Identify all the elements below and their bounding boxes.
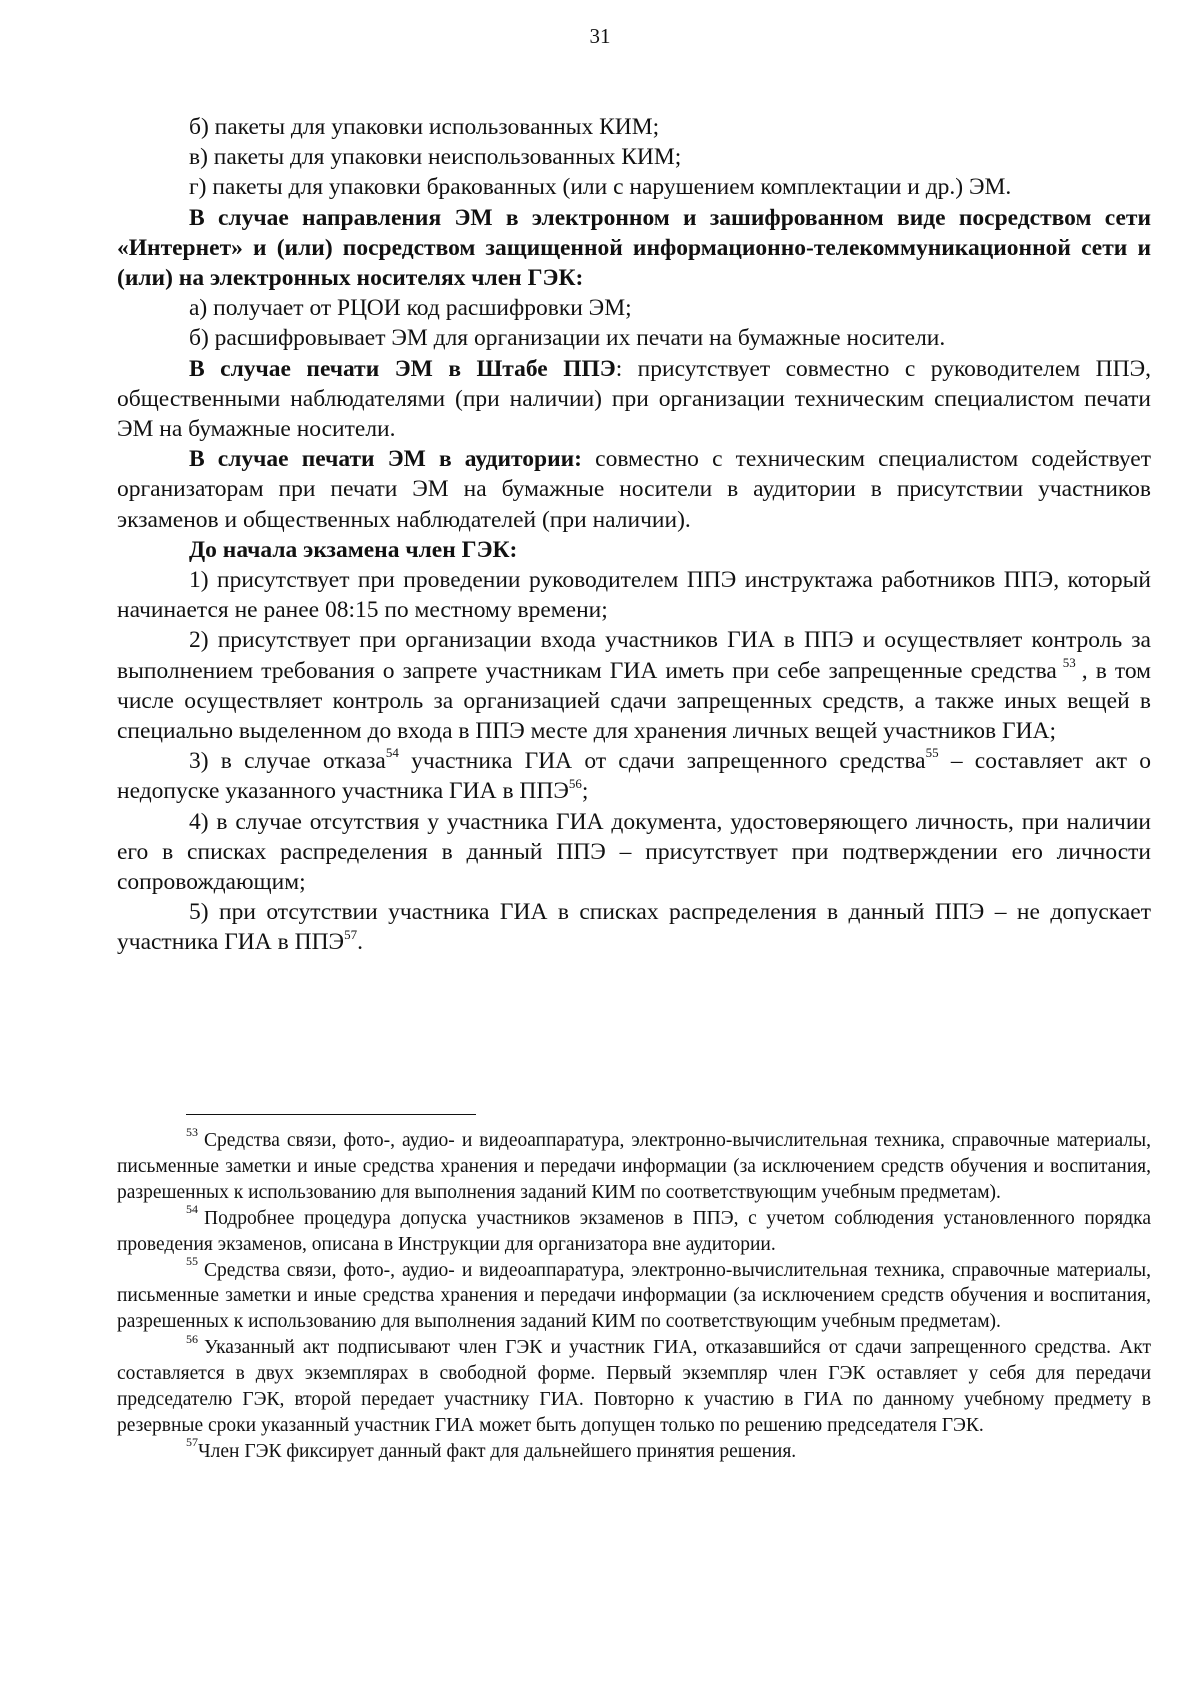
footnote-55 [117,1254,1151,1336]
body-text [117,112,1151,958]
item-3-text-b: участника ГИА от сдачи запрещенного средства [398,748,926,775]
footnote-text: Средства связи, фото-, аудио- и видеоаппаратура, электронно-вычислительная техника, справочные материалы, письменные заметки и иные средства хранения и передачи информации (за исключением средств обучения и воспитания, разрешенных к использованию для выполнения заданий КИМ по соответствующим учебным предметам). [117,1130,1151,1203]
paragraph-before-exam-heading: До начала экзамена член ГЭК: [189,536,518,563]
paragraph-decrypts: б) расшифровывает ЭМ для организации их печати на бумажные носители. [189,325,946,352]
footnote-number: 57 [186,1435,198,1450]
footnote-ref-53[interactable]: 53 [1062,654,1076,670]
footnote-ref-55[interactable]: 55 [925,745,939,761]
print-in-room-text: совместно с техническим специалистом содействует организаторам при печати ЭМ на бумажные носители в аудитории в присутствии участников экзаменов и общественных наблюдателей (при наличии). [117,446,1151,533]
item-3-text-c: – составляет акт о недопуске указанного участника ГИА в ППЭ [117,748,1151,805]
footnote-text: Указанный акт подписывают член ГЭК и участник ГИА, отказавшийся от сдачи запрещенного средства. Акт составляется в двух экземплярах в свободной форме. Первый экземпляр член ГЭК оставляет у себя для передачи председателю ГЭК, второй передает участнику ГИА. Повторно к участию в ГИА по данному учебному предмету в резервные сроки указанный участник ГИА может быть допущен только по решению председателя ГЭК. [117,1337,1151,1436]
item-3-text-d: ; [581,778,589,805]
item-5-text-a: 5) при отсутствии участника ГИА в списках распределения в данный ППЭ – не допускает участника ГИА в ППЭ [117,899,1151,956]
footnote-54 [117,1202,1151,1258]
paragraph-print-in-hq [117,354,1151,445]
paragraph-print-in-room [117,444,1151,535]
paragraph-item-2 [117,625,1151,746]
paragraph-electronic-heading: В случае направления ЭМ в электронном и зашифрованном виде посредством сети «Интернет» и (или) посредством защищенной информационно-телекоммуникационной сети и (или) на электронных носителях член ГЭК: [117,204,1151,292]
footnote-number: 53 [186,1124,198,1139]
footnote-separator [186,1114,476,1115]
footnote-text: Подробнее процедура допуска участников экзаменов в ППЭ, с учетом соблюдения установленного порядка проведения экзаменов, описана в Инструкции для организатора вне аудитории. [117,1207,1151,1255]
paragraph-packets-unused: в) пакеты для упаковки неиспользованных КИМ; [189,144,682,171]
paragraph-receives-code: а) получает от РЦОИ код расшифровки ЭМ; [189,295,632,322]
footnote-ref-57[interactable]: 57 [344,926,358,942]
footnote-number: 55 [186,1254,198,1269]
paragraph-item-3 [117,746,1151,806]
print-in-room-heading: В случае печати ЭМ в аудитории: [189,446,583,473]
print-in-hq-heading: В случае печати ЭМ в Штабе ППЭ [189,355,616,382]
paragraph-item-5 [117,897,1151,957]
paragraph-packets-used: б) пакеты для упаковки использованных КИМ; [189,114,660,140]
item-2-text-a: 2) присутствует при организации входа участников ГИА в ППЭ и осуществляет контроль за выполнением требования о запрете участникам ГИА иметь при себе запрещенные средства [117,627,1151,684]
footnote-text: Средства связи, фото-, аудио- и видеоаппаратура, электронно-вычислительная техника, справочные материалы, письменные заметки и иные средства хранения и передачи информации (за исключением средств обучения и воспитания, разрешенных к использованию для выполнения заданий КИМ по соответствующим учебным предметам). [117,1259,1151,1333]
footnote-57 [117,1435,1151,1465]
footnote-text: Член ГЭК фиксирует данный факт для дальнейшего принятия решения. [198,1440,797,1462]
footnote-ref-54[interactable]: 54 [385,745,399,761]
footnote-number: 54 [186,1202,198,1217]
print-in-hq-text: : присутствует совместно с руководителем ППЭ, общественными наблюдателями (при наличии) при организации техническим специалистом печати ЭМ на бумажные носители. [117,355,1151,443]
footnote-ref-56[interactable]: 56 [568,775,582,791]
item-2-text-b: , в том числе осуществляет контроль за организацией сдачи запрещенных средств, а также иных вещей в специально выделенном до входа в ППЭ месте для хранения личных вещей участников ГИА; [117,657,1152,745]
footnote-number: 56 [186,1331,198,1346]
paragraph-item-4: 4) в случае отсутствия у участника ГИА документа, удостоверяющего личность, при наличии его в списках распределения в данный ППЭ – присутствует при подтверждении его личности сопровождающим; [117,808,1151,896]
paragraph-packets-defective: г) пакеты для упаковки бракованных (или с нарушением комплектации и др.) ЭМ. [189,174,1012,201]
item-5-text-b: . [357,929,363,956]
item-3-text-a: 3) в случае отказа [189,748,386,775]
footnote-53 [117,1124,1151,1206]
footnote-56 [117,1331,1151,1439]
page-number: 31 [589,24,611,48]
paragraph-item-1: 1) присутствует при проведении руководителем ППЭ инструктажа работников ППЭ, который начинается не ранее 08:15 по местному времени; [117,567,1151,624]
footnotes [117,1124,1151,1465]
